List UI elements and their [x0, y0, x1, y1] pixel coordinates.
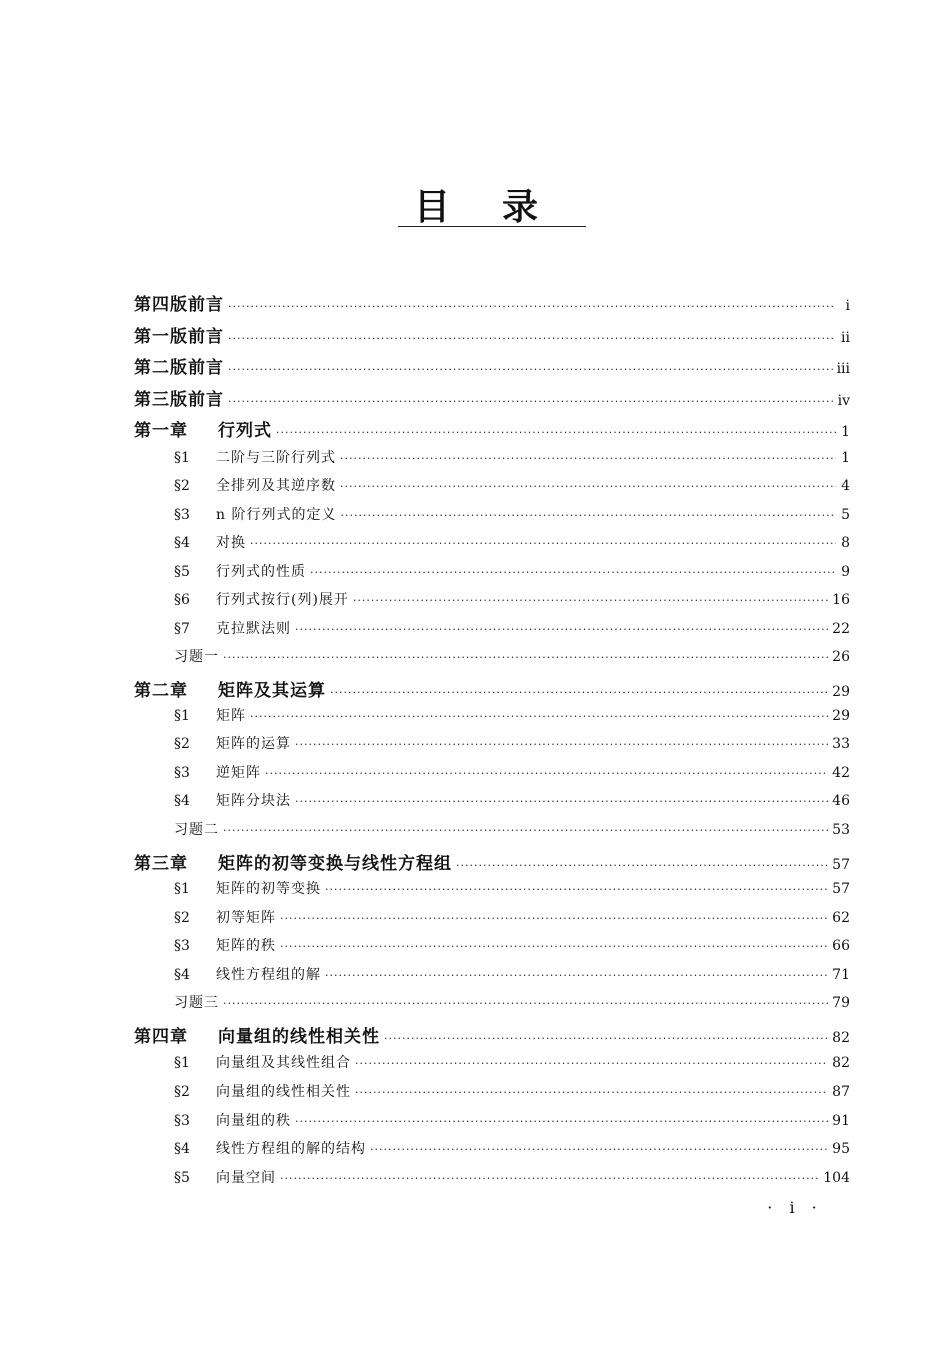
dot-leader [280, 940, 828, 953]
dot-leader [280, 1172, 819, 1185]
entry-title: 习题二 [174, 822, 219, 838]
page-number-footer: · i · [767, 1198, 823, 1217]
section-number: §6 [174, 592, 190, 608]
chapter-number: 第三章 [134, 854, 188, 874]
toc-entry-section[interactable] [174, 447, 850, 471]
page-number: 22 [832, 621, 850, 637]
page-number: i [845, 298, 850, 314]
toc-entry-section[interactable] [174, 705, 850, 729]
entry-title: 对换 [216, 535, 246, 551]
page-number: 26 [832, 649, 850, 665]
dot-leader [325, 883, 828, 896]
toc-entry-section[interactable] [174, 1167, 850, 1191]
toc-entry-section[interactable] [174, 618, 850, 642]
dot-leader [370, 1143, 828, 1156]
entry-title: 第一版前言 [134, 327, 224, 347]
dot-leader [295, 1115, 828, 1128]
page-title: 目录 [413, 187, 590, 228]
section-number: §5 [174, 564, 190, 580]
dot-leader [325, 969, 828, 982]
section-number: §3 [174, 1113, 190, 1129]
chapter-number: 第一章 [134, 421, 188, 441]
dot-leader [250, 537, 836, 550]
page-number: 9 [841, 564, 850, 580]
section-number: §4 [174, 793, 190, 809]
entry-title: 向量组及其线性组合 [216, 1055, 351, 1071]
toc-entry-section[interactable] [174, 935, 850, 959]
entry-title: 线性方程组的解 [216, 967, 321, 983]
page-number: iii [836, 361, 850, 377]
entry-title: 向量空间 [216, 1170, 276, 1186]
entry-title: 向量组的线性相关性 [216, 1084, 351, 1100]
toc-entry-section[interactable] [174, 1081, 850, 1105]
dot-leader [340, 452, 836, 465]
dot-leader [223, 997, 828, 1010]
page-number: 82 [832, 1030, 850, 1046]
entry-title: 第二版前言 [134, 358, 224, 378]
section-number: §2 [174, 1084, 190, 1100]
toc-entry-section[interactable] [174, 790, 850, 814]
toc-entry-section[interactable] [174, 878, 850, 902]
toc-entry-chapter[interactable] [134, 1022, 850, 1046]
toc-entry-chapter[interactable] [134, 353, 850, 377]
page-number: 1 [841, 424, 850, 440]
dot-leader [265, 767, 828, 780]
dot-leader [340, 480, 836, 493]
section-number: §4 [174, 967, 190, 983]
page-number: 8 [841, 535, 850, 551]
dot-leader [280, 912, 828, 925]
toc-entry-chapter[interactable] [134, 322, 850, 346]
page-number: 33 [832, 736, 850, 752]
section-number: §2 [174, 910, 190, 926]
entry-title: 克拉默法则 [216, 621, 291, 637]
toc-entry-section[interactable] [174, 561, 850, 585]
section-number: §3 [174, 938, 190, 954]
entry-title: 初等矩阵 [216, 910, 276, 926]
entry-title: 矩阵的初等变换与线性方程组 [218, 854, 452, 874]
entry-title: 向量组的秩 [216, 1113, 291, 1129]
dot-leader [355, 1057, 828, 1070]
entry-title: 矩阵 [216, 708, 246, 724]
toc-entry-exercise[interactable] [174, 819, 850, 843]
toc-entry-section[interactable] [174, 907, 850, 931]
toc-entry-section[interactable] [174, 964, 850, 988]
page-number: 62 [832, 910, 850, 926]
chapter-number: 第二章 [134, 681, 188, 701]
dot-leader [384, 1032, 828, 1045]
toc-entry-chapter[interactable] [134, 849, 850, 873]
toc-entry-chapter[interactable] [134, 676, 850, 700]
dot-leader [330, 686, 828, 699]
page-number: 91 [832, 1113, 850, 1129]
page-number: ii [841, 330, 850, 346]
dot-leader [250, 710, 828, 723]
entry-title: 矩阵的秩 [216, 938, 276, 954]
page-number: 53 [832, 822, 850, 838]
page-number: 57 [832, 881, 850, 897]
section-number: §1 [174, 450, 190, 466]
entry-title: 矩阵的运算 [216, 736, 291, 752]
section-number: §4 [174, 1141, 190, 1157]
dot-leader [295, 623, 828, 636]
section-number: §7 [174, 621, 190, 637]
page-number: 29 [832, 684, 850, 700]
section-number: §3 [174, 507, 190, 523]
entry-title: 矩阵分块法 [216, 793, 291, 809]
dot-leader [223, 824, 828, 837]
dot-leader [340, 509, 836, 522]
page-number: 1 [841, 450, 850, 466]
page-number: iv [837, 393, 850, 409]
section-number: §2 [174, 478, 190, 494]
entry-title: 全排列及其逆序数 [216, 478, 336, 494]
toc-entry-section[interactable] [174, 762, 850, 786]
page-number: 4 [841, 478, 850, 494]
toc-entry-section[interactable] [174, 1052, 850, 1076]
dot-leader [276, 426, 836, 439]
page-number: 66 [832, 938, 850, 954]
page-number: 57 [832, 857, 850, 873]
toc-entry-section[interactable] [174, 504, 850, 528]
dot-leader [223, 651, 828, 664]
dot-leader [228, 300, 836, 313]
toc-entry-section[interactable] [174, 532, 850, 556]
dot-leader [228, 363, 833, 376]
section-number: §1 [174, 881, 190, 897]
entry-title: 行列式的性质 [216, 564, 306, 580]
entry-title: 第四版前言 [134, 295, 224, 315]
entry-title: 向量组的线性相关性 [218, 1027, 380, 1047]
entry-title: 行列式按行(列)展开 [216, 592, 349, 608]
toc-entry-section[interactable] [174, 475, 850, 499]
page-number: 71 [832, 967, 850, 983]
toc-entry-chapter[interactable] [134, 416, 850, 440]
page-number: 42 [832, 765, 850, 781]
entry-title: 矩阵及其运算 [218, 681, 326, 701]
toc-entry-section[interactable] [174, 1110, 850, 1134]
dot-leader [228, 332, 836, 345]
entry-title: 线性方程组的解的结构 [216, 1141, 366, 1157]
entry-title: 二阶与三阶行列式 [216, 450, 336, 466]
chapter-number: 第四章 [134, 1027, 188, 1047]
dot-leader [295, 795, 828, 808]
page-number: 82 [832, 1055, 850, 1071]
entry-title: 矩阵的初等变换 [216, 881, 321, 897]
entry-title: n 阶行列式的定义 [216, 507, 337, 523]
page-number: 16 [832, 592, 850, 608]
section-number: §5 [174, 1170, 190, 1186]
toc-entry-section[interactable] [174, 589, 850, 613]
toc-entry-chapter[interactable] [134, 385, 850, 409]
section-number: §2 [174, 736, 190, 752]
page-number: 46 [832, 793, 850, 809]
toc-entry-section[interactable] [174, 1138, 850, 1162]
page-number: 104 [823, 1170, 850, 1186]
dot-leader [310, 566, 836, 579]
entry-title: 逆矩阵 [216, 765, 261, 781]
entry-title: 第三版前言 [134, 390, 224, 410]
entry-title: 行列式 [218, 421, 272, 441]
section-number: §1 [174, 1055, 190, 1071]
page-number: 5 [841, 507, 850, 523]
dot-leader [228, 395, 834, 408]
toc-entry-section[interactable] [174, 733, 850, 757]
toc-entry-chapter[interactable] [134, 290, 850, 314]
page-number: 87 [832, 1084, 850, 1100]
section-number: §1 [174, 708, 190, 724]
dot-leader [456, 859, 828, 872]
section-number: §4 [174, 535, 190, 551]
dot-leader [295, 738, 828, 751]
page-number: 95 [832, 1141, 850, 1157]
page-number: 79 [832, 995, 850, 1011]
toc-entry-exercise[interactable] [174, 646, 850, 670]
dot-leader [355, 1086, 828, 1099]
section-number: §3 [174, 765, 190, 781]
dot-leader [353, 594, 828, 607]
entry-title: 习题三 [174, 995, 219, 1011]
toc-entry-exercise[interactable] [174, 992, 850, 1016]
page-number: 29 [832, 708, 850, 724]
entry-title: 习题一 [174, 649, 219, 665]
